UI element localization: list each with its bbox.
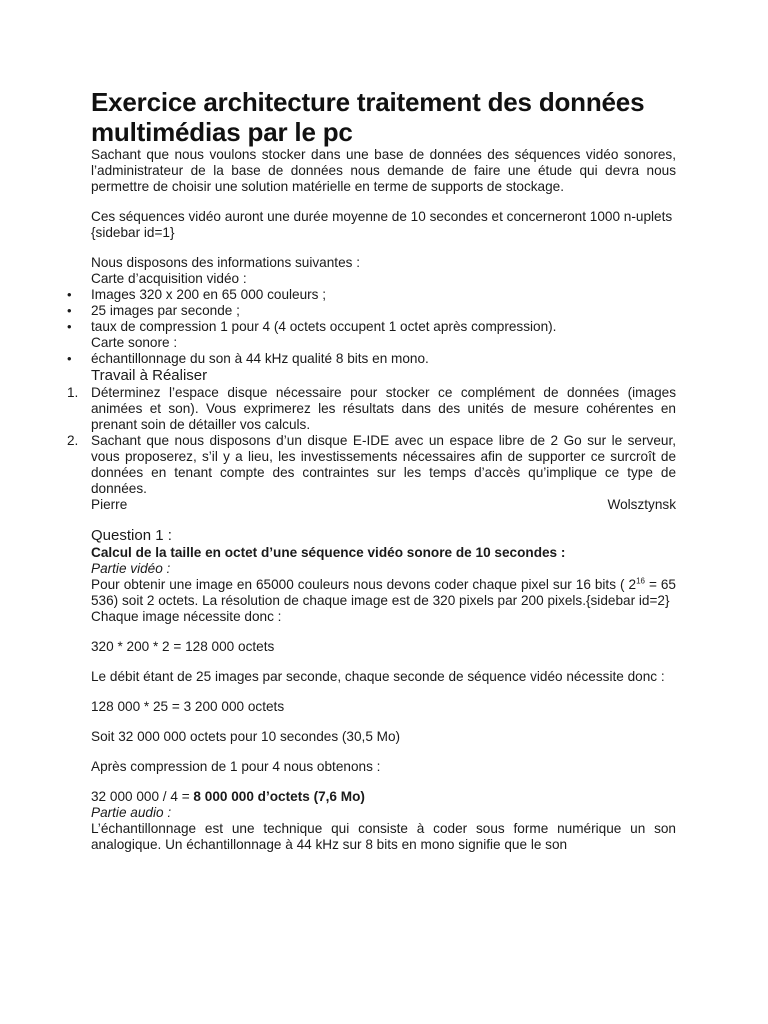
task-text: Déterminez l’espace disque nécessaire pour stocker ce complément de données (images animées et son). Vous exprimerez les résultats dans des unités de mesure cohérentes en prenant soin de détailler vos calculs. — [91, 385, 676, 432]
intro-paragraph: Sachant que nous voulons stocker dans une base de données des séquences vidéo sonores, l’administrateur de la base de données nous demande de faire une étude qui devra nous permettre de choisir une solution matérielle en terme de supports de stockage. — [91, 147, 676, 194]
calc-image-size: 320 * 200 * 2 = 128 000 octets — [91, 639, 275, 654]
video-text-end: = 65 536) soit 2 octets. La résolution de chaque image est de 320 pixels par 200 pixels.{sidebar id=2} — [91, 577, 676, 608]
calc-compressed — [91, 789, 676, 805]
task-item — [67, 385, 676, 433]
calc-compressed-expr: 32 000 000 / 4 = — [91, 789, 194, 804]
audio-part-label: Partie audio : — [91, 805, 172, 820]
list-item: • 25 images par seconde ; — [91, 303, 676, 319]
task-list — [67, 385, 676, 497]
sound-card-label: Carte sonore : — [91, 335, 178, 350]
list-item: • Images 320 x 200 en 65 000 couleurs ; — [91, 287, 676, 303]
task-text: Sachant que nous disposons d’un disque E-IDE avec un espace libre de 2 Go sur le serveur, vous proposerez, s’il y a lieu, les investissements nécessaires afin de supporter ce surcroît de données en tenant compte des contraintes sur les temps d’accès qu’implique ce type de données. — [91, 433, 676, 496]
question-heading: Question 1 : — [91, 527, 172, 544]
list-item: • taux de compression 1 pour 4 (4 octets occupent 1 octet après compression). — [91, 319, 676, 335]
list-item: • échantillonnage du son à 44 kHz qualité 8 bits en mono. — [91, 351, 676, 367]
info-intro: Nous disposons des informations suivantes : — [91, 255, 360, 270]
calc-compressed-result: 8 000 000 d’octets (7,6 Mo) — [193, 789, 365, 804]
video-part-label: Partie vidéo : — [91, 561, 171, 576]
document-title: Exercice architecture traitement des données multimédias par le pc — [91, 87, 645, 147]
section-heading-travail: Travail à Réaliser — [91, 367, 208, 384]
compression-label: Après compression de 1 pour 4 nous obtenons : — [91, 759, 381, 774]
video-explanation — [91, 577, 676, 609]
task-number: 2. — [67, 433, 79, 448]
task-item — [67, 433, 676, 497]
task-number: 1. — [67, 385, 79, 400]
video-card-list — [91, 287, 676, 367]
author-last-name: Wolsztynsk — [607, 497, 676, 512]
author-first-name: Pierre — [91, 497, 128, 512]
document-body — [67, 87, 676, 853]
duration-paragraph: Ces séquences vidéo auront une durée moyenne de 10 secondes et concerneront 1000 n-uplets {sidebar id=1} — [91, 209, 673, 240]
video-text-start: Pour obtenir une image en 65000 couleurs nous devons coder chaque pixel sur 16 bits ( 2 — [91, 577, 637, 592]
question-subtitle: Calcul de la taille en octet d’une séquence vidéo sonore de 10 secondes : — [91, 545, 566, 560]
author-signature — [91, 497, 676, 513]
calc-per-second: 128 000 * 25 = 3 200 000 octets — [91, 699, 285, 714]
bitrate-paragraph: Le débit étant de 25 images par seconde, chaque seconde de séquence vidéo nécessite donc : — [91, 669, 665, 684]
exponent: 16 — [636, 576, 645, 586]
calc-ten-seconds: Soit 32 000 000 octets pour 10 secondes (30,5 Mo) — [91, 729, 401, 744]
audio-explanation: L’échantillonnage est une technique qui consiste à coder sous forme numérique un son analogique. Un échantillonnage à 44 kHz sur 8 bits en mono signifie que le son — [91, 821, 676, 852]
video-card-label: Carte d’acquisition vidéo : — [91, 271, 247, 286]
each-image-label: Chaque image nécessite donc : — [91, 609, 282, 624]
